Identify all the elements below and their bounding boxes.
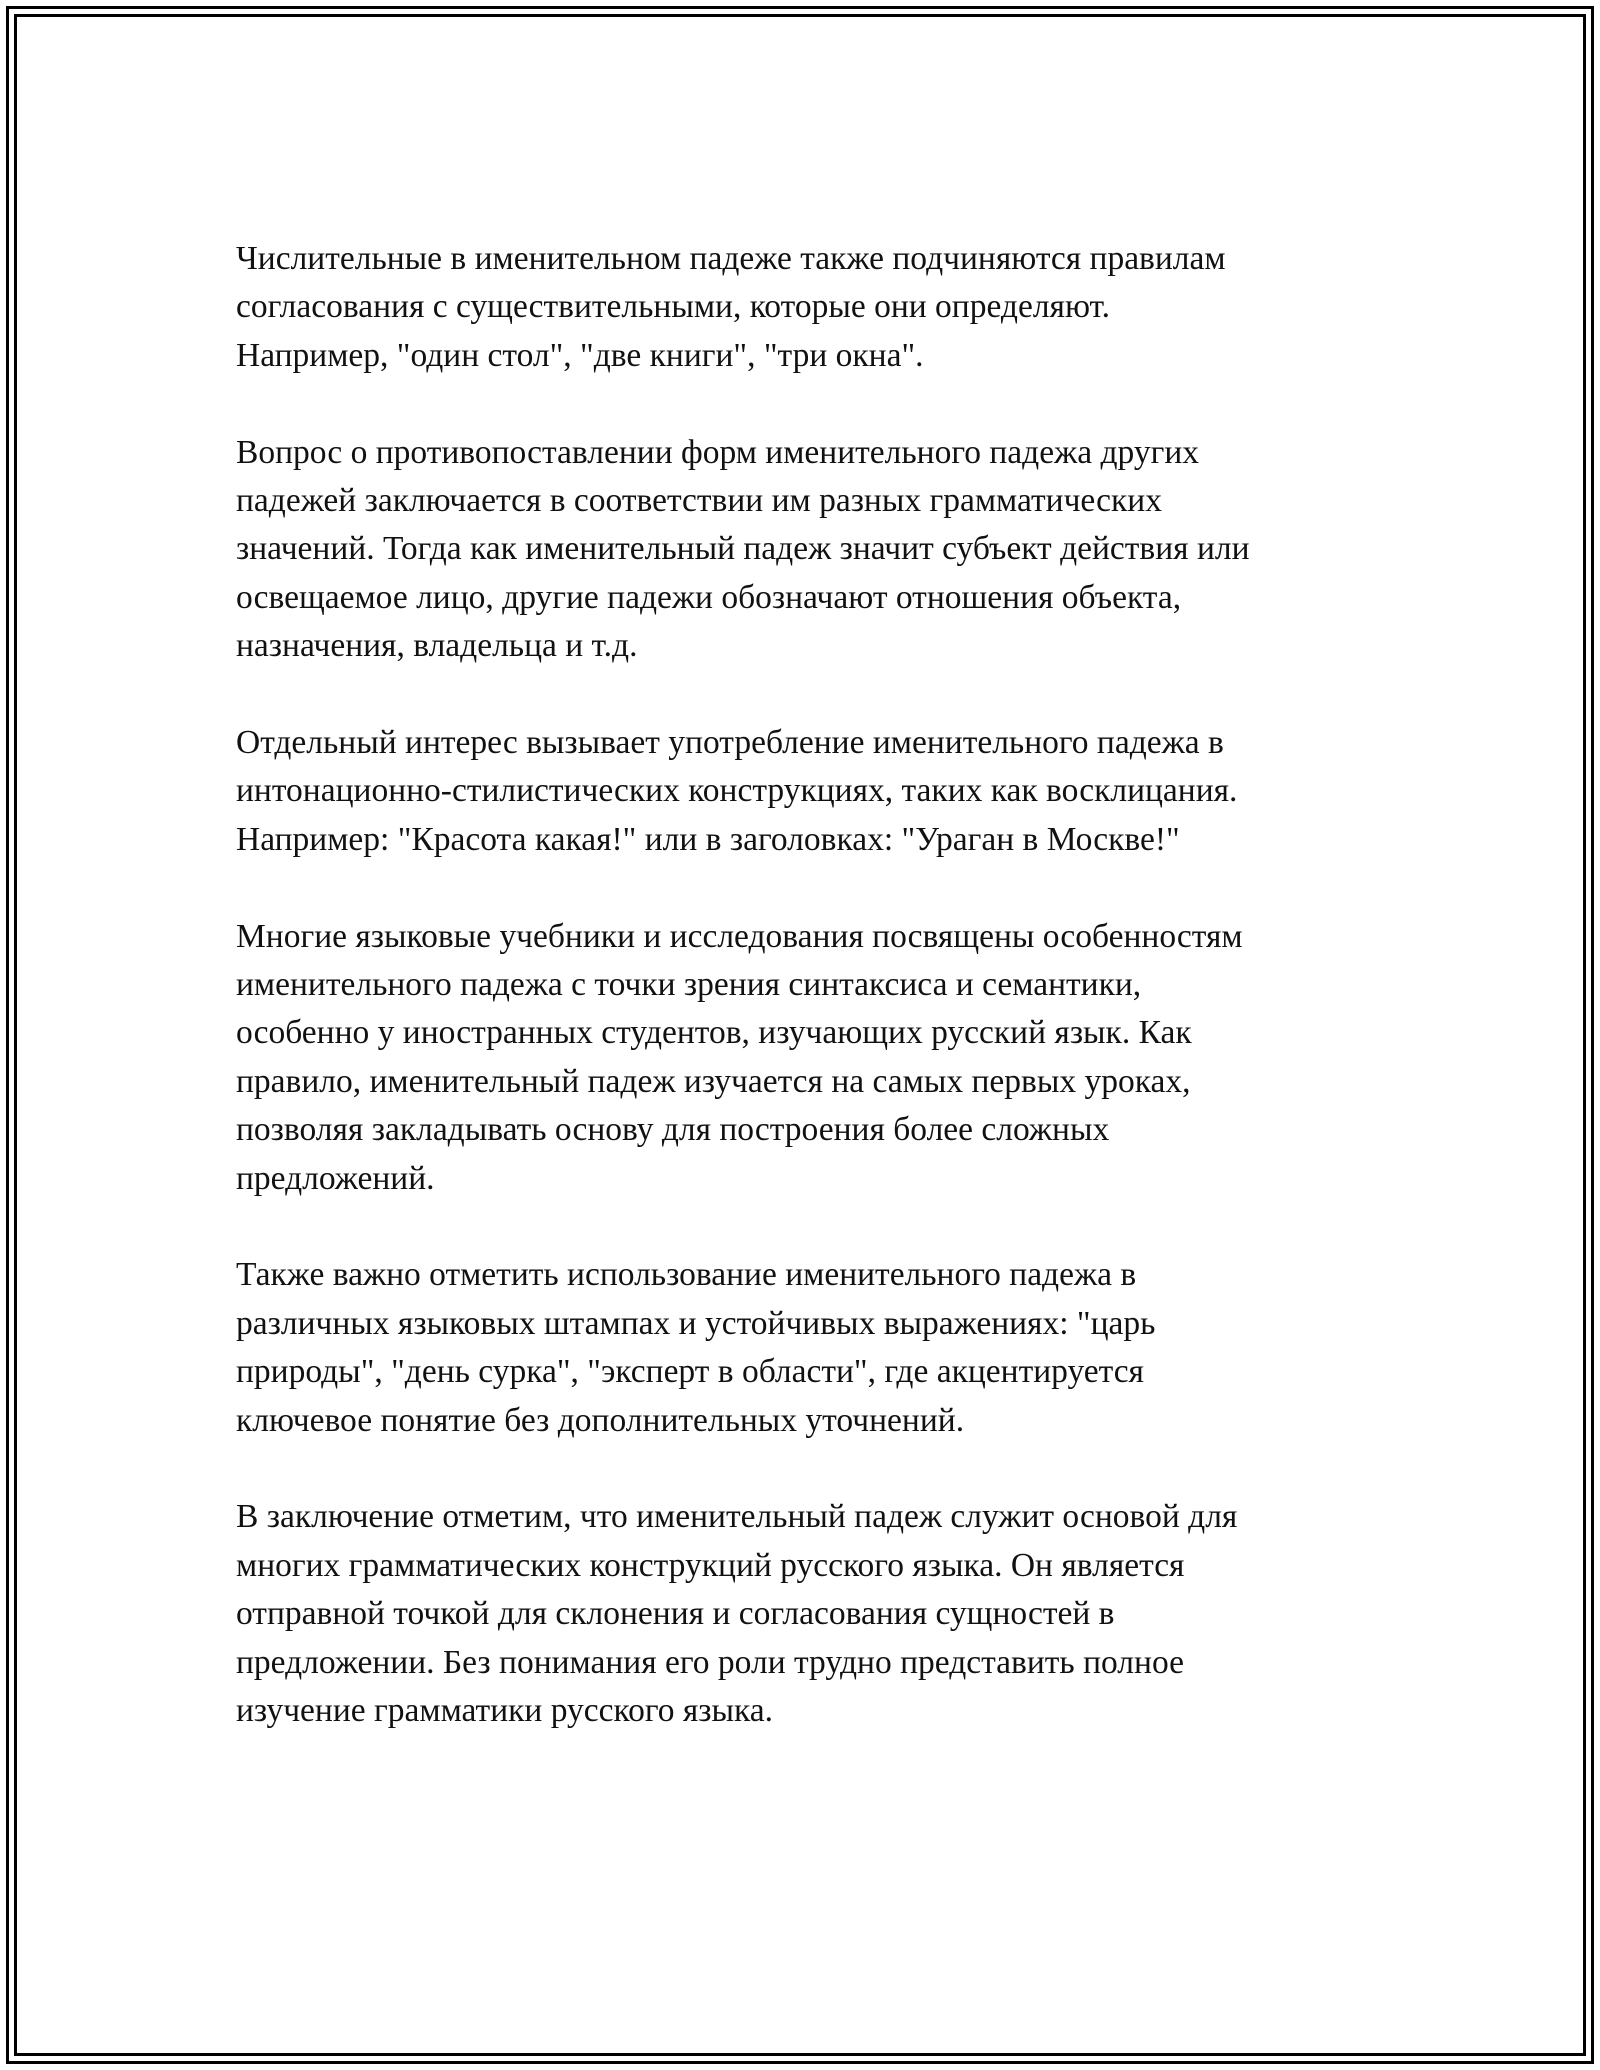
text-line: Например, "один стол", "две книги", "три окна". <box>236 336 924 374</box>
text-line: изучение грамматики русского языка. <box>236 1692 774 1730</box>
text-line: освещаемое лицо, другие падежи обозначают отношения объекта, <box>236 578 1182 616</box>
text-line: ключевое понятие без дополнительных уточнений. <box>236 1401 965 1439</box>
text-line: различных языковых штампах и устойчивых выражениях: "царь <box>236 1304 1156 1342</box>
text-line: Например: "Красота какая!" или в заголовках: "Ураган в Москве!" <box>236 820 1180 858</box>
text-line: значений. Тогда как именительный падеж значит субъект действия или <box>236 530 1250 568</box>
paragraph-5 <box>236 1251 1386 1445</box>
document-body <box>236 235 1386 1784</box>
text-line: интонационно-стилистических конструкциях, таких как восклицания. <box>236 772 1238 810</box>
text-line: предложений. <box>236 1159 435 1197</box>
text-line: позволяя закладывать основу для построения более сложных <box>236 1111 1110 1149</box>
text-line: многих грамматических конструкций русского языка. Он является <box>236 1546 1185 1584</box>
paragraph-2 <box>236 429 1386 671</box>
text-line: Также важно отметить использование именительного падежа в <box>236 1256 1137 1294</box>
text-line: Вопрос о противопоставлении форм именительного падежа других <box>236 433 1199 471</box>
paragraph-3 <box>236 719 1386 864</box>
text-line: назначения, владельца и т.д. <box>236 627 638 665</box>
text-line: согласования с существительными, которые они определяют. <box>236 288 1111 326</box>
paragraph-6 <box>236 1493 1386 1735</box>
text-line: Многие языковые учебники и исследования посвящены особенностям <box>236 917 1243 955</box>
text-line: правило, именительный падеж изучается на самых первых уроках, <box>236 1062 1191 1100</box>
text-line: падежей заключается в соответствии им разных грамматических <box>236 482 1162 520</box>
paragraph-4 <box>236 913 1386 1203</box>
text-line: В заключение отметим, что именительный падеж служит основой для <box>236 1498 1238 1536</box>
paragraph-1 <box>236 235 1386 380</box>
text-line: Отдельный интерес вызывает употребление именительного падежа в <box>236 724 1224 762</box>
text-line: отправной точкой для склонения и согласования сущностей в <box>236 1595 1115 1633</box>
text-line: предложении. Без понимания его роли трудно представить полное <box>236 1643 1184 1681</box>
text-line: Числительные в именительном падеже также подчиняются правилам <box>236 240 1226 277</box>
text-line: особенно у иностранных студентов, изучающих русский язык. Как <box>236 1014 1192 1052</box>
text-line: именительного падежа с точки зрения синтаксиса и семантики, <box>236 966 1142 1004</box>
text-line: природы", "день сурка", "эксперт в области", где акцентируется <box>236 1353 1144 1391</box>
